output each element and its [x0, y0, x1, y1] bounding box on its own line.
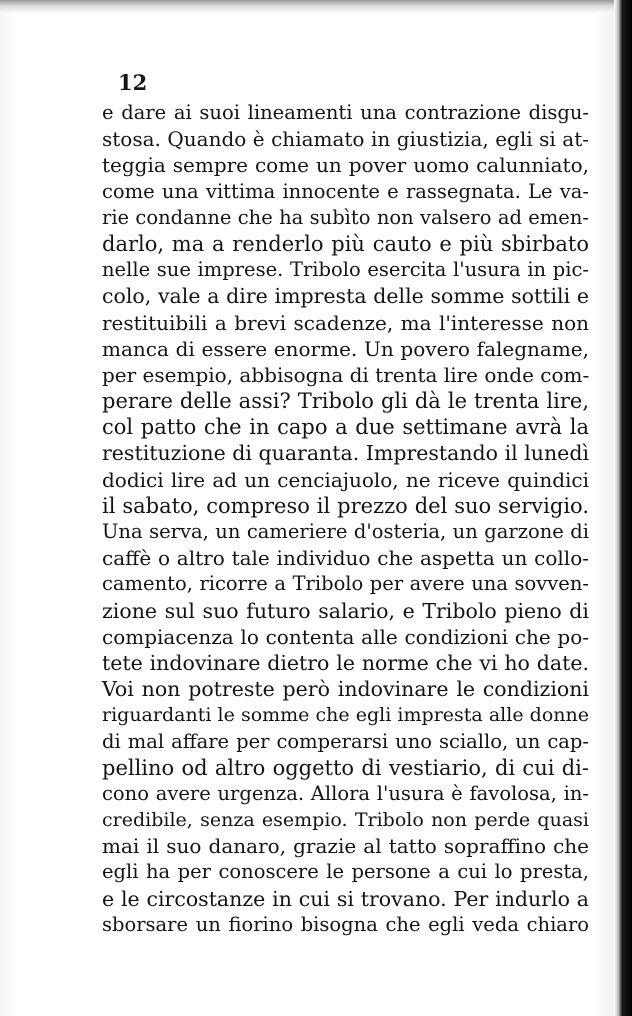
- text-line: tete indovinare dietro le norme che vi ho date.: [102, 650, 589, 675]
- text-line: riguardanti le somme che egli impresta alle donne: [102, 704, 589, 727]
- text-line: pellino od altro oggetto di vestiario, di cui di-: [102, 755, 589, 780]
- text-line: camento, ricorre a Tribolo per avere una sovven-: [102, 572, 589, 596]
- text-line: colo, vale a dire impresta delle somme sottili e: [102, 284, 589, 309]
- text-line: Una serva, un cameriere d'osteria, un garzone di: [102, 520, 589, 543]
- text-line: darlo, ma a renderlo più cauto e più sbirbato: [102, 231, 589, 256]
- text-line: e le circostanze in cui si trovano. Per indurlo a: [102, 886, 589, 911]
- text-line: zione sul suo futuro salario, e Tribolo pieno di: [102, 598, 589, 623]
- text-line: di mal affare per comperarsi uno sciallo, un cap-: [102, 729, 589, 753]
- text-line: col patto che in capo a due settimane avrà la: [102, 415, 589, 440]
- page-number: 12: [118, 70, 148, 95]
- text-line: nelle sue imprese. Tribolo esercita l'usura in pic-: [102, 258, 589, 282]
- text-line: compiacenza lo contenta alle condizioni che po-: [102, 624, 589, 649]
- text-line: teggia sempre come un pover uomo calunniato,: [102, 153, 589, 178]
- text-line: sborsare un fiorino bisogna che egli veda chiaro: [102, 912, 589, 936]
- page-top-edge: [0, 0, 632, 14]
- text-line: per esempio, abbisogna di trenta lire onde com-: [102, 362, 590, 387]
- text-line: caffè o altro tale individuo che aspetta un collo-: [102, 546, 589, 571]
- text-line: come una vittima innocente e rassegnata. Le va-: [102, 179, 589, 203]
- text-line: restituibili a brevi scadenze, ma l'interesse non: [102, 310, 589, 335]
- text-line: mai il suo danaro, grazie al tatto sopraffino che: [102, 834, 589, 859]
- text-line: Voi non potreste però indovinare le condizioni: [102, 677, 589, 702]
- text-line: e dare ai suoi lineamenti una contrazione disgu-: [102, 101, 589, 124]
- text-line: credibile, senza esempio. Tribolo non perde quasi: [102, 809, 589, 832]
- text-line: il sabato, compreso il prezzo del suo servigio.: [102, 493, 589, 518]
- text-line: manca di essere enorme. Un povero falegname,: [102, 336, 589, 361]
- book-binding-edge: [614, 0, 632, 1016]
- text-line: dodici lire ad un cenciajuolo, ne riceve quindici: [102, 467, 589, 492]
- text-line: stosa. Quando è chiamato in giustizia, egli si at-: [102, 127, 589, 152]
- text-line: restituzione di quaranta. Imprestando il lunedì: [102, 441, 589, 466]
- body-text: [102, 100, 589, 938]
- text-line: perare delle assi? Tribolo gli dà le trenta lire,: [102, 389, 589, 414]
- text-line: rie condanne che ha subìto non valsero ad emen-: [102, 205, 589, 229]
- text-line: cono avere urgenza. Allora l'usura è favolosa, in-: [102, 781, 589, 805]
- text-line: egli ha per conoscere le persone a cui lo presta,: [102, 860, 589, 884]
